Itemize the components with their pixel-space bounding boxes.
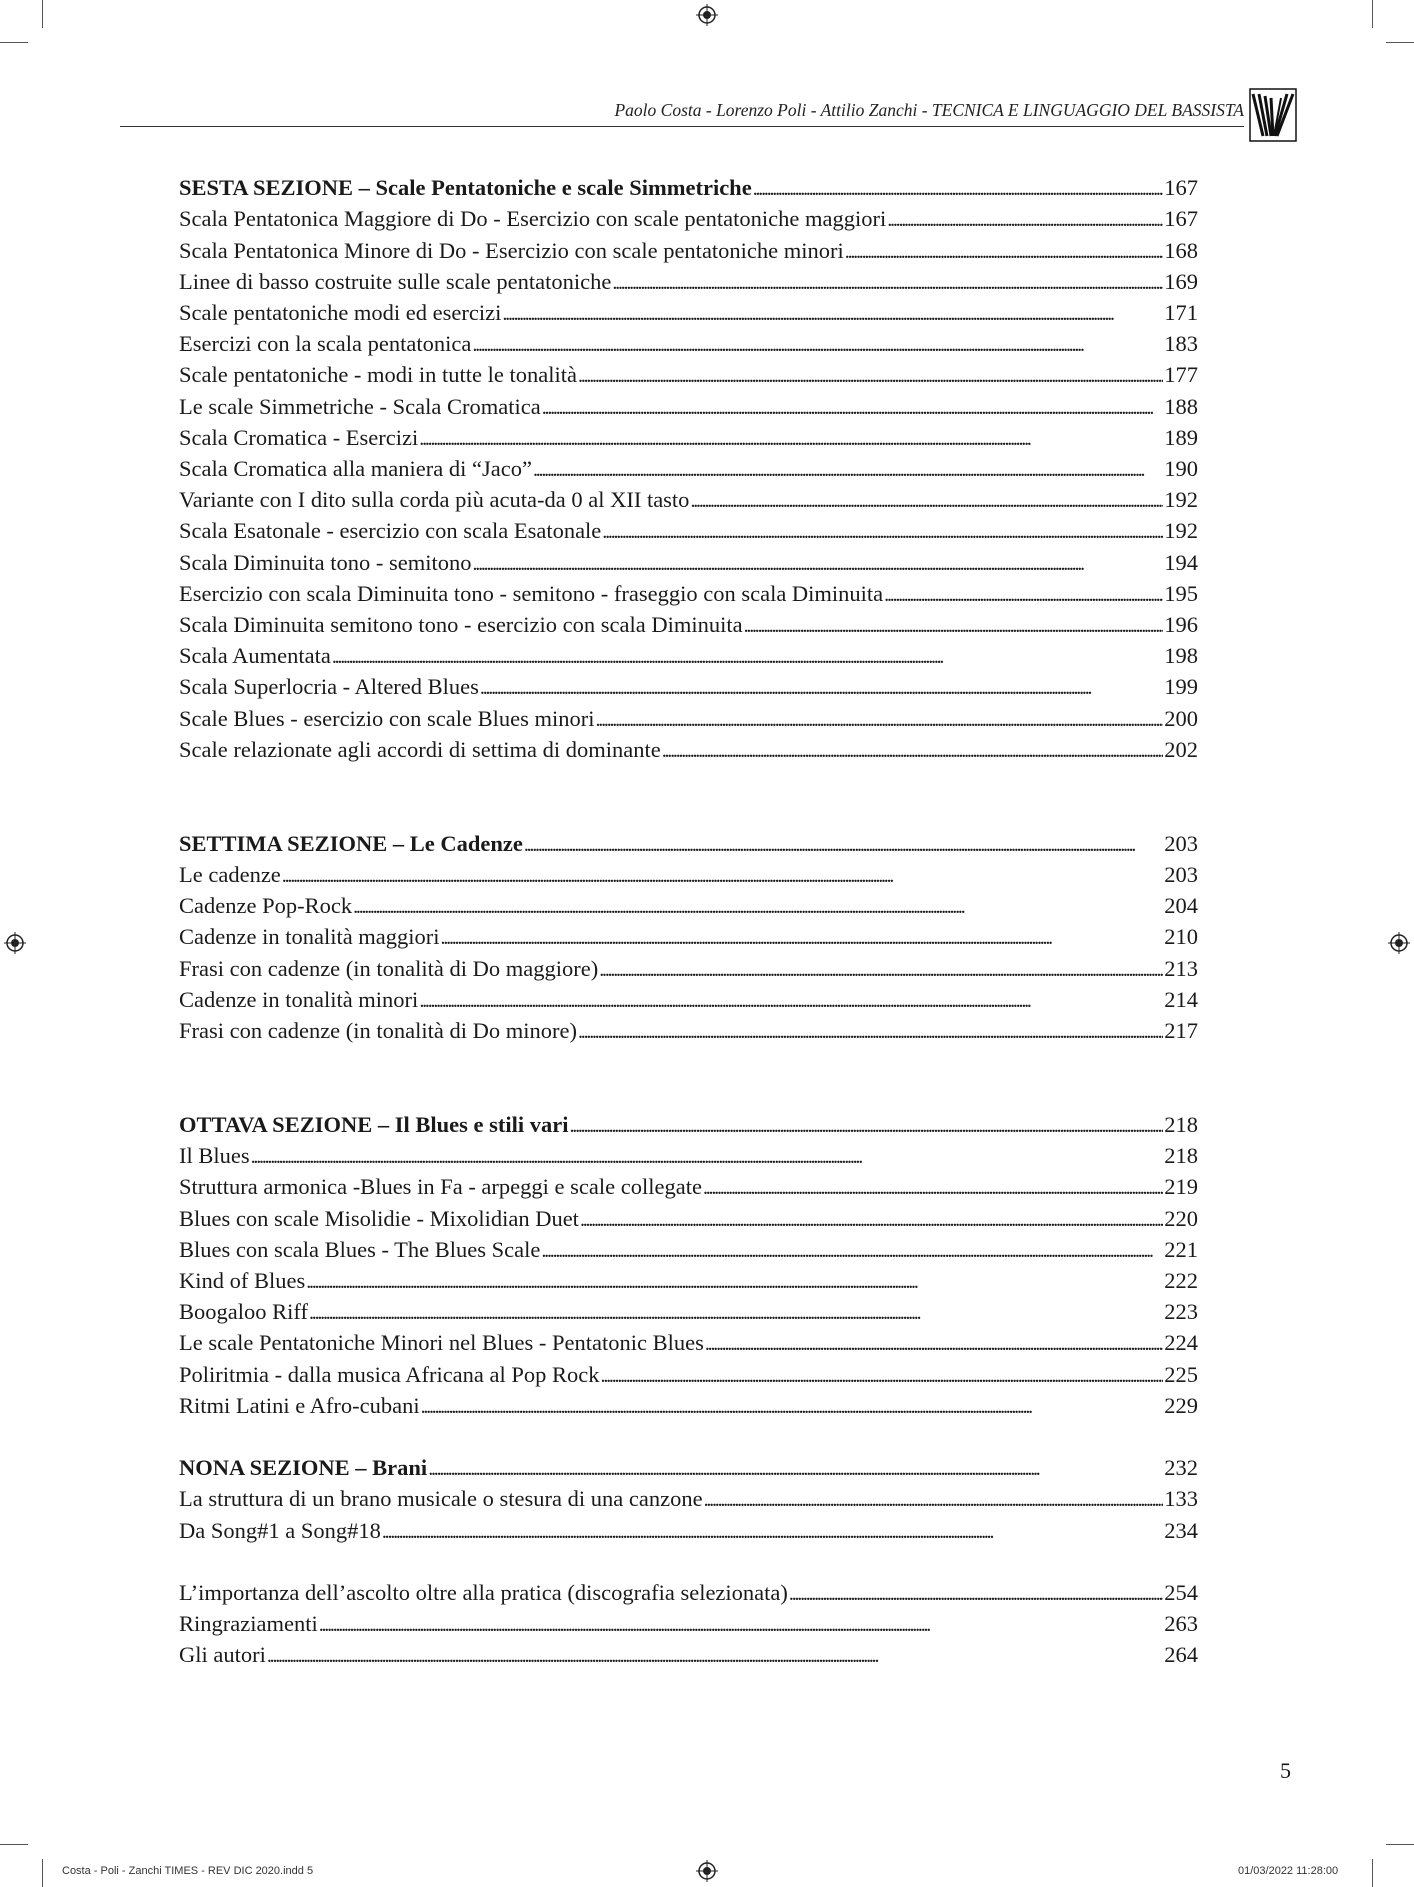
toc-entry-title: Kind of Blues	[179, 1268, 306, 1293]
publisher-logo-icon	[1249, 88, 1297, 142]
toc-entry[interactable]	[179, 1171, 1198, 1202]
crop-mark	[1386, 1844, 1414, 1845]
toc-entry-page: 219	[1164, 1174, 1198, 1199]
dot-leader	[319, 1608, 1164, 1641]
toc-entry[interactable]	[179, 734, 1198, 765]
dot-leader	[441, 921, 1164, 954]
slug-timestamp: 01/03/2022 11:28:00	[1238, 1865, 1339, 1877]
dot-leader	[569, 1109, 1163, 1142]
toc-entry[interactable]	[179, 203, 1198, 234]
toc-entry[interactable]	[179, 547, 1198, 578]
toc-entry-page: 234	[1164, 1518, 1198, 1543]
dot-leader	[472, 547, 1163, 580]
toc-entry-title: L’importanza dell’ascolto oltre alla pratica (discografia selezionata)	[179, 1580, 788, 1605]
toc-entry-title: Linee di basso costruite sulle scale pentatoniche	[179, 269, 612, 294]
toc-entry-page: 167	[1164, 175, 1198, 200]
dot-leader	[602, 515, 1163, 548]
toc-entry-title: Gli autori	[179, 1642, 266, 1667]
toc-entry-title: Scale pentatoniche - modi in tutte le tonalità	[179, 362, 578, 387]
toc-entry-page: 198	[1164, 643, 1198, 668]
dot-leader	[789, 1577, 1163, 1610]
toc-entry-page: 192	[1164, 518, 1198, 543]
toc-entry[interactable]	[179, 515, 1198, 546]
dot-leader	[421, 1390, 1164, 1423]
dot-leader	[251, 1140, 1164, 1173]
toc-entry-title: Scala Pentatonica Minore di Do - Esercizio con scale pentatoniche minori	[179, 238, 844, 263]
dot-leader	[267, 1639, 1163, 1672]
toc-entry-title: Scala Esatonale - esercizio con scala Esatonale	[179, 518, 602, 543]
dot-leader	[599, 953, 1163, 986]
dot-leader	[884, 578, 1163, 611]
toc-entry[interactable]	[179, 422, 1198, 453]
toc-entry[interactable]	[179, 453, 1198, 484]
toc-entry-page: 200	[1164, 706, 1198, 731]
toc-entry-title: La struttura di un brano musicale o stesura di una canzone	[179, 1486, 703, 1511]
dot-leader	[753, 172, 1164, 205]
dot-leader	[705, 1327, 1163, 1360]
toc-entry-title: Cadenze in tonalità minori	[179, 987, 419, 1012]
toc-entry-title: SESTA SEZIONE – Scale Pentatoniche e scale Simmetriche	[179, 175, 752, 200]
toc-entry[interactable]	[179, 359, 1198, 390]
dot-leader	[580, 1203, 1163, 1236]
toc-entry-title: Frasi con cadenze (in tonalità di Do maggiore)	[179, 956, 599, 981]
toc-entry[interactable]	[179, 671, 1198, 702]
toc-entry-title: Boogaloo Riff	[179, 1299, 308, 1324]
toc-section-heading[interactable]	[179, 828, 1198, 859]
toc-entry-title: SETTIMA SEZIONE – Le Cadenze	[179, 831, 523, 856]
registration-mark-icon	[696, 4, 718, 26]
dot-leader	[744, 609, 1164, 642]
toc-entry[interactable]	[179, 1359, 1198, 1390]
toc-entry[interactable]	[179, 484, 1198, 515]
dot-leader	[353, 890, 1163, 923]
toc-entry-title: Blues con scale Misolidie - Mixolidian Duet	[179, 1206, 579, 1231]
toc-entry-page: 177	[1164, 362, 1198, 387]
dot-leader	[502, 297, 1163, 330]
toc-entry-page: 223	[1164, 1299, 1198, 1324]
crop-mark	[1372, 0, 1373, 28]
toc-entry-page: 189	[1164, 425, 1198, 450]
toc-entry-title: Scala Aumentata	[179, 643, 331, 668]
dot-leader	[480, 671, 1163, 704]
toc-entry-page: 196	[1164, 612, 1198, 637]
toc-entry-page: 202	[1164, 737, 1198, 762]
toc-entry-page: 203	[1164, 862, 1198, 887]
registration-mark-icon	[696, 1860, 718, 1882]
toc-entry-title: Struttura armonica -Blues in Fa - arpeggi e scale collegate	[179, 1174, 702, 1199]
toc-entry-page: 224	[1164, 1330, 1198, 1355]
toc-entry-page: 229	[1164, 1393, 1198, 1418]
dot-leader	[703, 1171, 1163, 1204]
toc-entry-page: 220	[1164, 1206, 1198, 1231]
toc-entry[interactable]	[179, 266, 1198, 297]
toc-entry-title: Da Song#1 a Song#18	[179, 1518, 381, 1543]
dot-leader	[612, 266, 1163, 299]
crop-mark	[0, 42, 28, 43]
toc-entry-page: 214	[1164, 987, 1198, 1012]
toc-entry-title: Ritmi Latini e Afro-cubani	[179, 1393, 420, 1418]
toc-entry[interactable]	[179, 391, 1198, 422]
dot-leader	[419, 422, 1163, 455]
dot-leader	[542, 391, 1164, 424]
dot-leader	[541, 1234, 1163, 1267]
toc-entry[interactable]	[179, 1515, 1198, 1546]
toc-entry[interactable]	[179, 1265, 1198, 1296]
toc-entry-page: 167	[1164, 206, 1198, 231]
toc-entry[interactable]	[179, 1234, 1198, 1265]
toc-entry[interactable]	[179, 1296, 1198, 1327]
toc-section-heading[interactable]	[179, 1452, 1198, 1483]
toc-entry-title: Ringraziamenti	[179, 1611, 318, 1636]
toc-entry-page: 254	[1164, 1580, 1198, 1605]
toc-entry-title: Scala Superlocria - Altered Blues	[179, 674, 479, 699]
toc-entry-page: 194	[1164, 550, 1198, 575]
dot-leader	[533, 453, 1163, 486]
toc-entry-page: 232	[1164, 1455, 1198, 1480]
dot-leader	[845, 235, 1163, 268]
toc-entry-page: 169	[1164, 269, 1198, 294]
toc-entry-title: Poliritmia - dalla musica Africana al Pop Rock	[179, 1362, 600, 1387]
toc-entry[interactable]	[179, 609, 1198, 640]
toc-entry-page: 213	[1164, 956, 1198, 981]
dot-leader	[282, 859, 1163, 892]
dot-leader	[332, 640, 1163, 673]
toc-entry-title: Le scale Simmetriche - Scala Cromatica	[179, 394, 541, 419]
registration-mark-icon	[4, 932, 26, 954]
toc-entry-title: Cadenze in tonalità maggiori	[179, 924, 440, 949]
toc-entry-page: 168	[1164, 238, 1198, 263]
toc-entry-title: Scale Blues - esercizio con scale Blues minori	[179, 706, 595, 731]
toc-entry-page: 190	[1164, 456, 1198, 481]
toc-entry[interactable]	[179, 859, 1198, 890]
toc-entry-title: Variante con I dito sulla corda più acuta-da 0 al XII tasto	[179, 487, 690, 512]
toc-entry-title: Scala Diminuita tono - semitono	[179, 550, 472, 575]
toc-entry-title: Scala Cromatica alla maniera di “Jaco”	[179, 456, 532, 481]
toc-entry[interactable]	[179, 1577, 1198, 1608]
toc-entry-page: 222	[1164, 1268, 1198, 1293]
toc-entry-title: NONA SEZIONE – Brani	[179, 1455, 428, 1480]
page-number: 5	[1280, 1758, 1291, 1783]
toc-entry-title: Esercizio con scala Diminuita tono - semitono - fraseggio con scala Diminuita	[179, 581, 884, 606]
dot-leader	[601, 1359, 1164, 1392]
toc-entry-page: 204	[1164, 893, 1198, 918]
toc-entry[interactable]	[179, 1140, 1198, 1171]
dot-leader	[662, 734, 1164, 767]
toc-entry-title: Esercizi con la scala pentatonica	[179, 331, 472, 356]
toc-entry-title: Blues con scala Blues - The Blues Scale	[179, 1237, 541, 1262]
toc-entry[interactable]	[179, 703, 1198, 734]
toc-entry-title: Scale relazionate agli accordi di settima di dominante	[179, 737, 661, 762]
running-header: Paolo Costa - Lorenzo Poli - Attilio Zanchi - TECNICA E LINGUAGGIO DEL BASSISTA	[614, 100, 1244, 120]
toc-entry[interactable]	[179, 640, 1198, 671]
toc-entry-title: Scala Diminuita semitono tono - esercizio con scala Diminuita	[179, 612, 743, 637]
toc-entry[interactable]	[179, 921, 1198, 952]
toc-entry[interactable]	[179, 1015, 1198, 1046]
toc-section-heading[interactable]	[179, 172, 1198, 203]
toc-entry-page: 192	[1164, 487, 1198, 512]
header-rule	[120, 126, 1244, 127]
toc-entry-page: 171	[1164, 300, 1198, 325]
toc-entry[interactable]	[179, 1390, 1198, 1421]
toc-entry-page: 133	[1164, 1486, 1198, 1511]
toc-entry-title: Le cadenze	[179, 862, 281, 887]
toc-entry[interactable]	[179, 1483, 1198, 1514]
toc-entry[interactable]	[179, 1639, 1198, 1670]
dot-leader	[419, 984, 1163, 1017]
toc-entry[interactable]	[179, 1608, 1198, 1639]
toc-entry-title: Scala Cromatica - Esercizi	[179, 425, 419, 450]
toc-entry[interactable]	[179, 328, 1198, 359]
toc-entry-page: 217	[1164, 1018, 1198, 1043]
toc-entry[interactable]	[179, 1203, 1198, 1234]
toc-entry[interactable]	[179, 953, 1198, 984]
dot-leader	[578, 1015, 1163, 1048]
toc-entry-title: Cadenze Pop-Rock	[179, 893, 353, 918]
toc-entry-page: 221	[1164, 1237, 1198, 1262]
crop-mark	[42, 0, 43, 28]
toc-entry-page: 218	[1164, 1112, 1198, 1137]
toc-entry[interactable]	[179, 297, 1198, 328]
dot-leader	[524, 828, 1163, 861]
dot-leader	[428, 1452, 1163, 1485]
toc-entry-page: 263	[1164, 1611, 1198, 1636]
toc-entry-title: Le scale Pentatoniche Minori nel Blues - Pentatonic Blues	[179, 1330, 704, 1355]
slug-filename: Costa - Poli - Zanchi TIMES - REV DIC 2020.indd 5	[62, 1865, 314, 1877]
dot-leader	[690, 484, 1163, 517]
toc-entry-title: OTTAVA SEZIONE – Il Blues e stili vari	[179, 1112, 569, 1137]
dot-leader	[472, 328, 1163, 361]
crop-mark	[1372, 1859, 1373, 1887]
toc-entry-page: 188	[1164, 394, 1198, 419]
dot-leader	[306, 1265, 1163, 1298]
toc-entry[interactable]	[179, 1327, 1198, 1358]
toc-entry-page: 264	[1164, 1642, 1198, 1667]
toc-entry-page: 195	[1164, 581, 1198, 606]
toc-entry[interactable]	[179, 984, 1198, 1015]
dot-leader	[578, 359, 1163, 392]
toc-entry[interactable]	[179, 235, 1198, 266]
dot-leader	[704, 1483, 1164, 1516]
toc-entry-title: Scale pentatoniche modi ed esercizi	[179, 300, 502, 325]
toc-entry-title: Scala Pentatonica Maggiore di Do - Esercizio con scale pentatoniche maggiori	[179, 206, 887, 231]
toc-entry-title: Frasi con cadenze (in tonalità di Do minore)	[179, 1018, 577, 1043]
dot-leader	[309, 1296, 1163, 1329]
toc-entry-title: Il Blues	[179, 1143, 250, 1168]
registration-mark-icon	[1388, 932, 1410, 954]
toc-entry-page: 218	[1164, 1143, 1198, 1168]
dot-leader	[596, 703, 1164, 736]
toc-entry-page: 199	[1164, 674, 1198, 699]
dot-leader	[382, 1515, 1163, 1548]
crop-mark	[42, 1859, 43, 1887]
toc-entry-page: 183	[1164, 331, 1198, 356]
crop-mark	[0, 1844, 28, 1845]
toc-section-heading[interactable]	[179, 1109, 1198, 1140]
toc-entry[interactable]	[179, 890, 1198, 921]
dot-leader	[887, 203, 1163, 236]
toc-entry-page: 203	[1164, 831, 1198, 856]
crop-mark	[1386, 42, 1414, 43]
toc-entry-page: 225	[1164, 1362, 1198, 1387]
toc-entry-page: 210	[1164, 924, 1198, 949]
toc-entry[interactable]	[179, 578, 1198, 609]
